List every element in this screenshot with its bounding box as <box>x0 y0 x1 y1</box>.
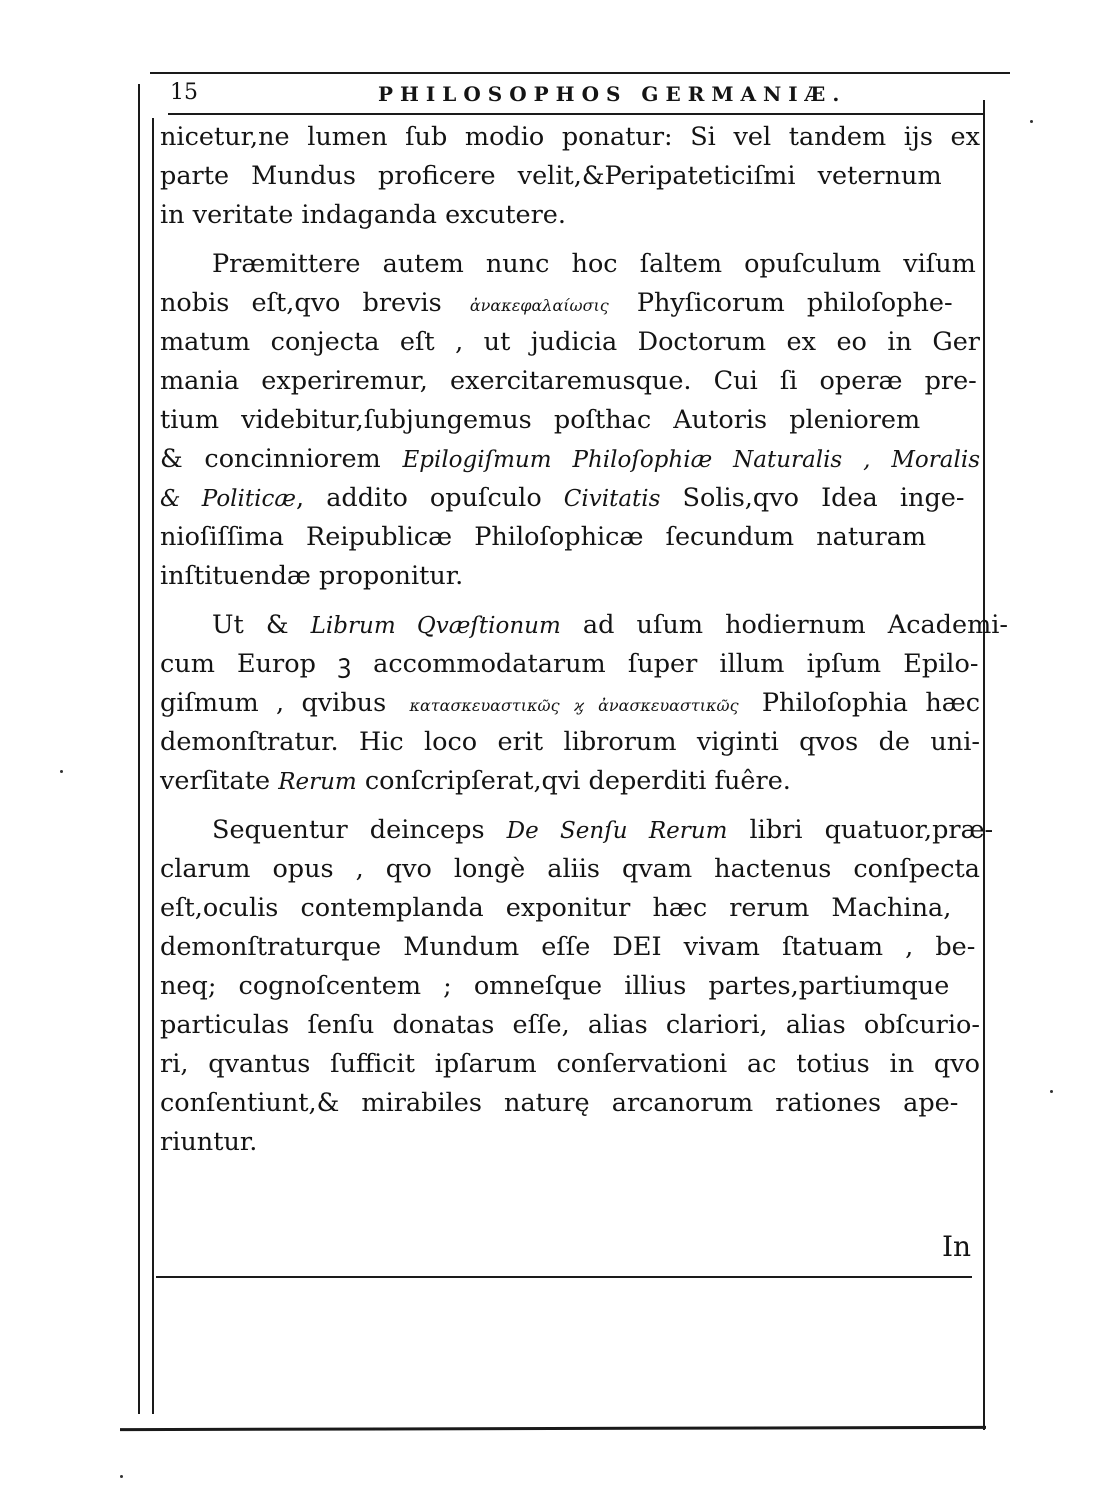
text-line: nicetur,ne lumen ſub modio ponatur: Si vel tandem ijs ex <box>160 122 980 152</box>
text-line: clarum opus , qvo longè aliis qvam hactenus conſpecta <box>160 854 980 884</box>
foot-rule <box>120 1426 986 1431</box>
text-line: in veritate indaganda excutere. <box>160 200 567 230</box>
text-line: Præmittere autem nunc hoc ſaltem opuſculum viſum <box>212 249 976 279</box>
text-line: Ut & Librum Qvæſtionum ad uſum hodiernum Academi- <box>212 610 1009 640</box>
paragraph <box>160 245 985 596</box>
text-line: Sequentur deinceps De Senſu Rerum libri quatuor,præ- <box>212 815 994 845</box>
left-inner-border <box>152 118 154 1414</box>
paragraph <box>160 118 985 235</box>
text-line: demonſtraturque Mundum eſſe DEI vivam ſtatuam , be- <box>160 932 976 962</box>
text-line: neq; cognoſcentem ; omneſque illius partes,partiumque <box>160 971 950 1001</box>
page-number: 15 <box>170 80 198 105</box>
paragraph <box>160 811 994 1162</box>
running-head <box>168 76 983 112</box>
text-line: mania experiremur, exercitaremusque. Cui ſi operæ pre- <box>160 366 977 396</box>
text-bottom-rule <box>156 1276 972 1278</box>
text-line: inſtituendæ proponitur. <box>160 561 464 591</box>
text-line: cum Europ ꝫ accommodatarum ſuper illum ipſum Epilo- <box>160 649 979 679</box>
ink-speck <box>1030 120 1033 123</box>
left-outer-border <box>138 84 140 1414</box>
text-line: eſt,oculis contemplanda exponitur hæc rerum Machina, <box>160 893 952 923</box>
running-title: PHILOSOPHOS GERMANIÆ. <box>378 82 847 106</box>
body-text <box>160 118 1009 1162</box>
text-line: nobis eſt,qvo brevis ἀνακεφαλαίωσις Phyſicorum philoſophe- <box>160 288 953 318</box>
text-line: particulas ſenſu donatas eſſe, alias clariori, alias obſcurio- <box>160 1010 980 1040</box>
text-line: riuntur. <box>160 1127 258 1157</box>
text-line: conſentiunt,& mirabiles naturę arcanorum rationes ape- <box>160 1088 959 1118</box>
ink-speck <box>60 770 63 773</box>
text-line: & concinniorem Epilogiſmum Philoſophiæ Naturalis , Moralis <box>160 444 981 474</box>
text-line: parte Mundus proficere velit,&Peripateticiſmi veternum <box>160 161 942 191</box>
text-line: ri, qvantus ſufficit ipſarum conſervationi ac totius in qvo <box>160 1049 980 1079</box>
text-line: & Politicæ, addito opuſculo Civitatis Solis,qvo Idea inge- <box>160 483 965 513</box>
header-rule <box>168 113 983 115</box>
top-rule <box>150 72 1010 74</box>
text-line: giſmum , qvibus κατασκευαστικῶς ϗ ἀνασκευαστικῶς Philoſophia hæc <box>160 688 980 718</box>
paragraph <box>160 606 1009 801</box>
text-line: nioſiſſima Reipublicæ Philoſophicæ ſecundum naturam <box>160 522 927 552</box>
catchword: In <box>942 1230 972 1263</box>
text-line: verſitate Rerum conſcripſerat,qvi deperditi fuêre. <box>160 766 791 796</box>
ink-speck <box>1050 1090 1053 1093</box>
text-line: tium videbitur,ſubjungemus poſthac Autoris pleniorem <box>160 405 921 435</box>
text-line: demonſtratur. Hic loco erit librorum viginti qvos de uni- <box>160 727 980 757</box>
text-line: matum conjecta eſt , ut judicia Doctorum ex eo in Ger <box>160 327 980 357</box>
ink-speck <box>120 1475 123 1478</box>
